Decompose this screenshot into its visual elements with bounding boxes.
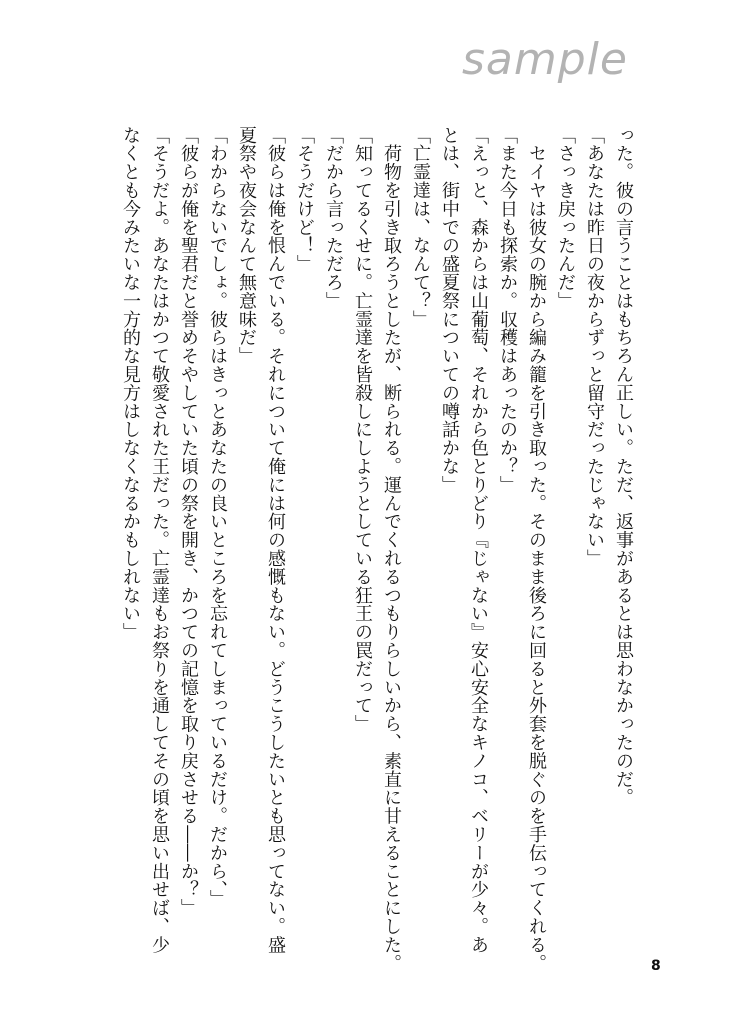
text-line: とは、街中での盛夏祭についての噂話かな」 [439,126,460,494]
text-line: 「亡霊達は、なんて？」 [410,126,431,329]
text-line: なくとも今みたいな一方的な見方はしなくなるかもしれない」 [120,126,141,642]
text-line: った。彼の言うことはもちろん正しい。ただ、返事があるとは思わなかったのだ。 [613,126,634,807]
text-line: 「彼らは俺を恨んでいる。それについて俺には何の感慨もない。どうこうしたいとも思ってない。盛 [265,126,286,954]
text-line: 「知ってるくせに。亡霊達を皆殺しにしようとしている狂王の罠だって」 [352,126,373,734]
text-line: 「だから言っただろ」 [323,126,344,310]
page-number: 8 [651,958,661,974]
text-line: 「そうだよ。あなたはかつて敬愛された王だった。亡霊達もお祭りを通してその頃を思い出せば、少 [149,126,170,954]
text-line: 「さっき戻ったんだ」 [555,126,576,310]
text-line: 荷物を引き取ろうとしたが、断られる。運んでくれるつもりらしいから、素直に甘えることにした。 [381,126,402,973]
sample-watermark: sample [462,34,628,85]
text-line: セイヤは彼女の腕から編み籠を引き取った。そのまま後ろに回ると外套を脱ぐのを手伝ってくれる。 [526,126,547,973]
text-line: 「そうだけど！」 [294,126,315,274]
body-text [120,126,638,973]
text-line: 「わからないでしょ。彼らはきっとあなたの良いところを忘れてしまっているだけ。だから、」 [207,126,228,909]
text-line: 「また今日も探索か。収穫はあったのか？」 [497,126,518,494]
text-line: 「えっと、森からは山葡萄、それから色とりどり『じゃない』安心安全なキノコ、ベリーが少々。あ [468,126,489,954]
text-line: 「彼らが俺を聖君だと誉めそやしていた頃の祭を開き、かつての記憶を取り戻させる――か？」 [178,126,199,918]
text-line: 夏祭や夜会なんて無意味だ」 [236,126,257,366]
text-line: 「あなたは昨日の夜からずっと留守だったじゃない」 [584,126,605,568]
